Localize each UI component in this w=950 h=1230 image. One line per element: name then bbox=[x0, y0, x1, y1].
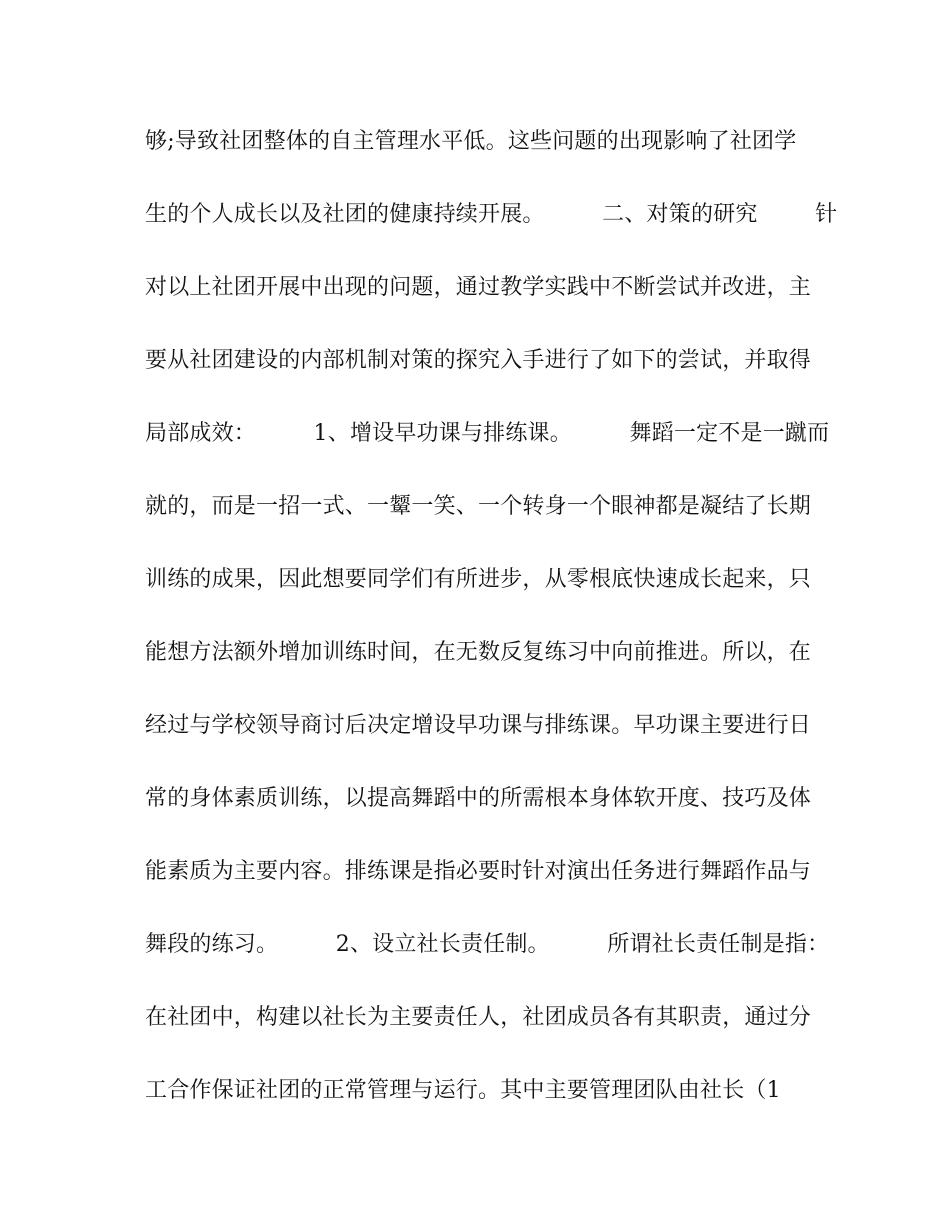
text-line: 训练的成果，因此想要同学们有所进步，从零根底快速成长起来，只 bbox=[145, 567, 812, 592]
text-line: 常的身体素质训练，以提高舞蹈中的所需根本身体软开度、技巧及体 bbox=[145, 786, 812, 811]
text-line: 能素质为主要内容。排练课是指必要时针对演出任务进行舞蹈作品与 bbox=[145, 859, 812, 884]
text-line: 要从社团建设的内部机制对策的探究入手进行了如下的尝试，并取得 bbox=[145, 348, 812, 373]
text-line: 就的，而是一招一式、一颦一笑、一个转身一个眼神都是凝结了长期 bbox=[145, 494, 812, 519]
text-line: 对以上社团开展中出现的问题，通过教学实践中不断尝试并改进，主 bbox=[145, 275, 812, 300]
text-line: 在社团中，构建以社长为主要责任人，社团成员各有其职责，通过分 bbox=[145, 1005, 812, 1030]
text-line: 能想方法额外增加训练时间，在无数反复练习中向前推进。所以，在 bbox=[145, 640, 812, 665]
text-line: 够;导致社团整体的自主管理水平低。这些问题的出现影响了社团学 bbox=[145, 129, 797, 154]
text-line: 生的个人成长以及社团的健康持续开展。 二、对策的研究 针 bbox=[145, 202, 838, 227]
text-line: 工合作保证社团的正常管理与运行。其中主要管理团队由社长（1 bbox=[145, 1078, 781, 1103]
text-line: 经过与学校领导商讨后决定增设早功课与排练课。早功课主要进行日 bbox=[145, 713, 812, 738]
text-line: 舞段的练习。 2、设立社长责任制。 所谓社长责任制是指： bbox=[145, 932, 830, 957]
text-line: 局部成效： 1、增设早功课与排练课。 舞蹈一定不是一蹴而 bbox=[145, 421, 830, 446]
body-text bbox=[145, 122, 838, 1144]
